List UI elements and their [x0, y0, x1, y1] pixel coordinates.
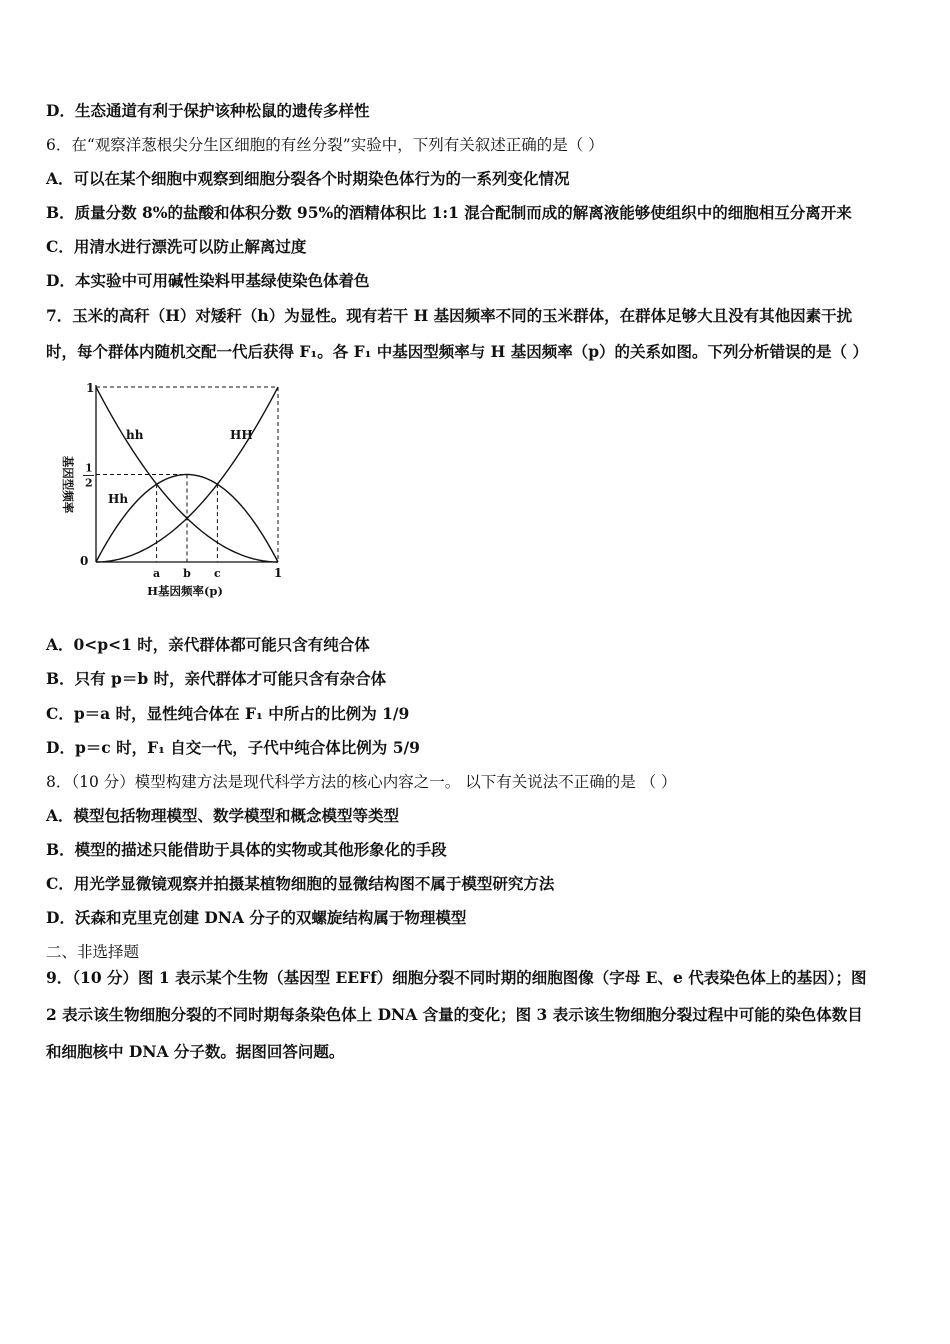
q7-option-c: C．p＝a 时，显性纯合体在 F₁ 中所占的比例为 1/9 [46, 704, 410, 723]
q7-option-a: A．0<p<1 时，亲代群体都可能只含有纯合体 [46, 635, 370, 654]
q6-option-b: B．质量分数 8%的盐酸和体积分数 95%的酒精体积比 1:1 混合配制而成的解离液能够使组织中的细胞相互分离开来 [46, 203, 852, 222]
q8-stem: 8．（10 分）模型构建方法是现代科学方法的核心内容之一。 以下有关说法不正确的是 （ ） [46, 773, 677, 791]
q9-stem-line2: 2 表示该生物细胞分裂的不同时期每条染色体上 DNA 含量的变化；图 3 表示该生物细胞分裂过程中可能的染色体数目 [46, 1005, 863, 1024]
q8-option-b: B．模型的描述只能借助于具体的实物或其他形象化的手段 [46, 840, 447, 859]
y-tick-half-numerator: 1 [85, 461, 93, 475]
y-axis-title: 基因型频率 [61, 455, 75, 514]
q7-option-d: D．p＝c 时，F₁ 自交一代，子代中纯合体比例为 5/9 [46, 738, 420, 757]
section-heading: 二、非选择题 [46, 943, 140, 961]
x-tick-one: 1 [273, 566, 283, 580]
curve-label-Hh: Hh [108, 492, 129, 506]
x-tick-b: b [183, 567, 191, 580]
q9-stem-line1: 9．（10 分）图 1 表示某个生物（基因型 EEFf）细胞分裂不同时期的细胞图像（字母 E、e 代表染色体上的基因）；图 [46, 968, 867, 987]
q6-stem: 6．在“观察洋葱根尖分生区细胞的有丝分裂”实验中，下列有关叙述正确的是（ ） [46, 136, 604, 154]
q8-option-a: A．模型包括物理模型、数学模型和概念模型等类型 [46, 806, 400, 825]
y-tick-one: 1 [86, 381, 95, 395]
y-tick-zero: 0 [80, 554, 89, 568]
q8-option-d: D．沃森和克里克创建 DNA 分子的双螺旋结构属于物理模型 [46, 908, 467, 927]
genotype-frequency-chart [40, 375, 300, 610]
q7-stem-line1: 7．玉米的高秆（H）对矮秆（h）为显性。现有若干 H 基因频率不同的玉米群体，在群体足够大且没有其他因素干扰 [46, 306, 853, 325]
x-tick-c: c [214, 567, 221, 580]
y-tick-half-denominator: 2 [85, 476, 93, 490]
curve-label-hh: hh [126, 428, 144, 442]
curve-label-HH: HH [230, 428, 253, 442]
q6-option-a: A．可以在某个细胞中观察到细胞分裂各个时期染色体行为的一系列变化情况 [46, 169, 570, 188]
x-axis-title: H基因频率(p) [147, 584, 223, 598]
q6-option-d: D．本实验中可用碱性染料甲基绿使染色体着色 [46, 271, 370, 290]
x-tick-a: a [153, 567, 161, 580]
q9-stem-line3: 和细胞核中 DNA 分子数。据图回答问题。 [46, 1042, 345, 1061]
q5-option-d: D．生态通道有利于保护该种松鼠的遗传多样性 [46, 101, 370, 120]
q6-option-c: C．用清水进行漂洗可以防止解离过度 [46, 237, 307, 256]
q8-option-c: C．用光学显微镜观察并拍摄某植物细胞的显微结构图不属于模型研究方法 [46, 874, 555, 893]
q7-stem-line2: 时，每个群体内随机交配一代后获得 F₁。各 F₁ 中基因型频率与 H 基因频率（p）的关系如图。下列分析错误的是（ ） [46, 342, 868, 361]
q7-option-b: B．只有 p＝b 时，亲代群体才可能只含有杂合体 [46, 669, 387, 688]
